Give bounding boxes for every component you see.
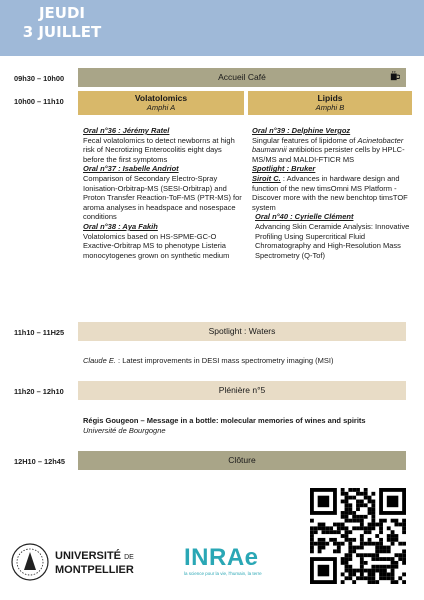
talk-item: [252, 164, 412, 212]
talk-item: [83, 126, 243, 164]
session-title: Volatolomics: [134, 93, 188, 103]
speaker-name: Siroit C.: [252, 173, 281, 183]
talk-text-part: antibiotics persister cells by HPLC-MS/MS and MALDI-FTICR MS: [252, 145, 405, 164]
pleniere-talk: [83, 416, 366, 426]
talk-label: Oral n°39 : Delphine Vergoz: [252, 126, 351, 135]
session-lipids-header: [248, 91, 412, 115]
talk-text: Comparison of Secondary Electro-Spray Ionisation-Orbitrap-MS (SESI-Orbitrap) and Proton Transfer Reaction-ToF-MS (PTR-MS) for aroma analyses in headspace and nosespace conditions: [83, 173, 242, 222]
species-name: Acinetobacter baumannii: [252, 135, 404, 155]
um-line2: MONTPELLIER: [55, 564, 134, 576]
talk-text: Volatolomics based on HS-SPME-GC-O Exactive-Orbitrap MS to phenotype Listeria monocytogenes grown on synthetic medium: [83, 231, 230, 260]
talk-item: [83, 164, 243, 222]
um-logo: [10, 538, 134, 586]
talk-label: Oral n°40 : Cyrielle Clément: [255, 212, 354, 222]
talk-text-part: Singular features of lipidome of: [252, 135, 358, 145]
session-room: Amphi A: [146, 103, 176, 112]
talk-item: [252, 126, 412, 164]
pleniere-bar: [78, 381, 406, 400]
talk-text: [252, 174, 412, 212]
speaker-affiliation: Université de Bourgogne: [83, 426, 166, 435]
speaker-name: Régis Gougeon: [83, 416, 139, 425]
um-wordmark: [55, 550, 134, 577]
talk-text: Fecal volatolomics to detect newborns at high risk of Necrotizing Enterocolitis eight days before the first symptoms: [83, 135, 235, 164]
talk-text-part: : Advances in hardware design and function of the new timsOmni MS Platform - Discover more with the new benchtop timsTOF system: [252, 173, 408, 212]
day-header: [0, 0, 424, 56]
qr-code-icon: [310, 488, 406, 584]
session-volatolomics-header: [78, 91, 244, 115]
cloture-title: Clôture: [228, 455, 256, 465]
talk-text: [252, 136, 412, 165]
spotlight-talk: [83, 356, 334, 366]
time-orals: 10h00 – 11h10: [14, 97, 64, 106]
day-date: 3 JUILLET: [22, 23, 102, 41]
talk-title: – Message in a bottle: molecular memories of wines and spirits: [138, 416, 366, 425]
session-lipids-talks: [252, 126, 412, 260]
time-accueil: 09h30 – 10h00: [14, 74, 65, 83]
time-spotlight: 11h10 – 11H25: [14, 328, 65, 337]
session-room: Amphi B: [315, 103, 345, 112]
session-title: Lipids: [317, 93, 343, 103]
inrae-tagline: la science pour la vie, l'humain, la terre: [184, 571, 262, 576]
speaker-name: Claude E.: [83, 356, 116, 365]
time-pleniere: 11h20 – 12h10: [14, 387, 64, 396]
coffee-cup-icon: [390, 71, 400, 81]
talk-label: Oral n°38 : Aya Fakih: [83, 221, 158, 231]
um-seal-icon: [10, 542, 50, 582]
talk-label: Oral n°36 : Jérémy Ratel: [83, 126, 170, 135]
inrae-logo: [184, 545, 294, 585]
spotlight-title: Spotlight : Waters: [208, 326, 276, 336]
accueil-bar: [78, 68, 406, 87]
accueil-title: Accueil Café: [218, 72, 266, 82]
pleniere-title: Plénière n°5: [218, 385, 266, 395]
day-name: JEUDI: [38, 4, 86, 22]
session-volatolomics-talks: [83, 126, 243, 260]
spotlight-bar: [78, 322, 406, 341]
day-title: [14, 4, 110, 42]
um-de: DE: [124, 554, 134, 561]
talk-label: Oral n°37 : Isabelle Andriot: [83, 164, 179, 174]
talk-item: [83, 222, 243, 260]
talk-label: Spotlight : Bruker: [252, 164, 316, 174]
time-cloture: 12H10 – 12h45: [14, 457, 65, 466]
talk-text: Advancing Skin Ceramide Analysis: Innovative Profiling Using Supercritical Fluid Chromatography and High-Resolution Mass Spectrometry (Q-Tof): [255, 221, 410, 260]
inrae-wordmark: INRAe: [184, 544, 259, 571]
talk-title: : Latest improvements in DESI mass spectrometry imaging (MSI): [115, 356, 334, 365]
cloture-bar: [78, 451, 406, 470]
talk-item: [252, 212, 412, 260]
um-line1: UNIVERSITÉ: [55, 550, 122, 562]
